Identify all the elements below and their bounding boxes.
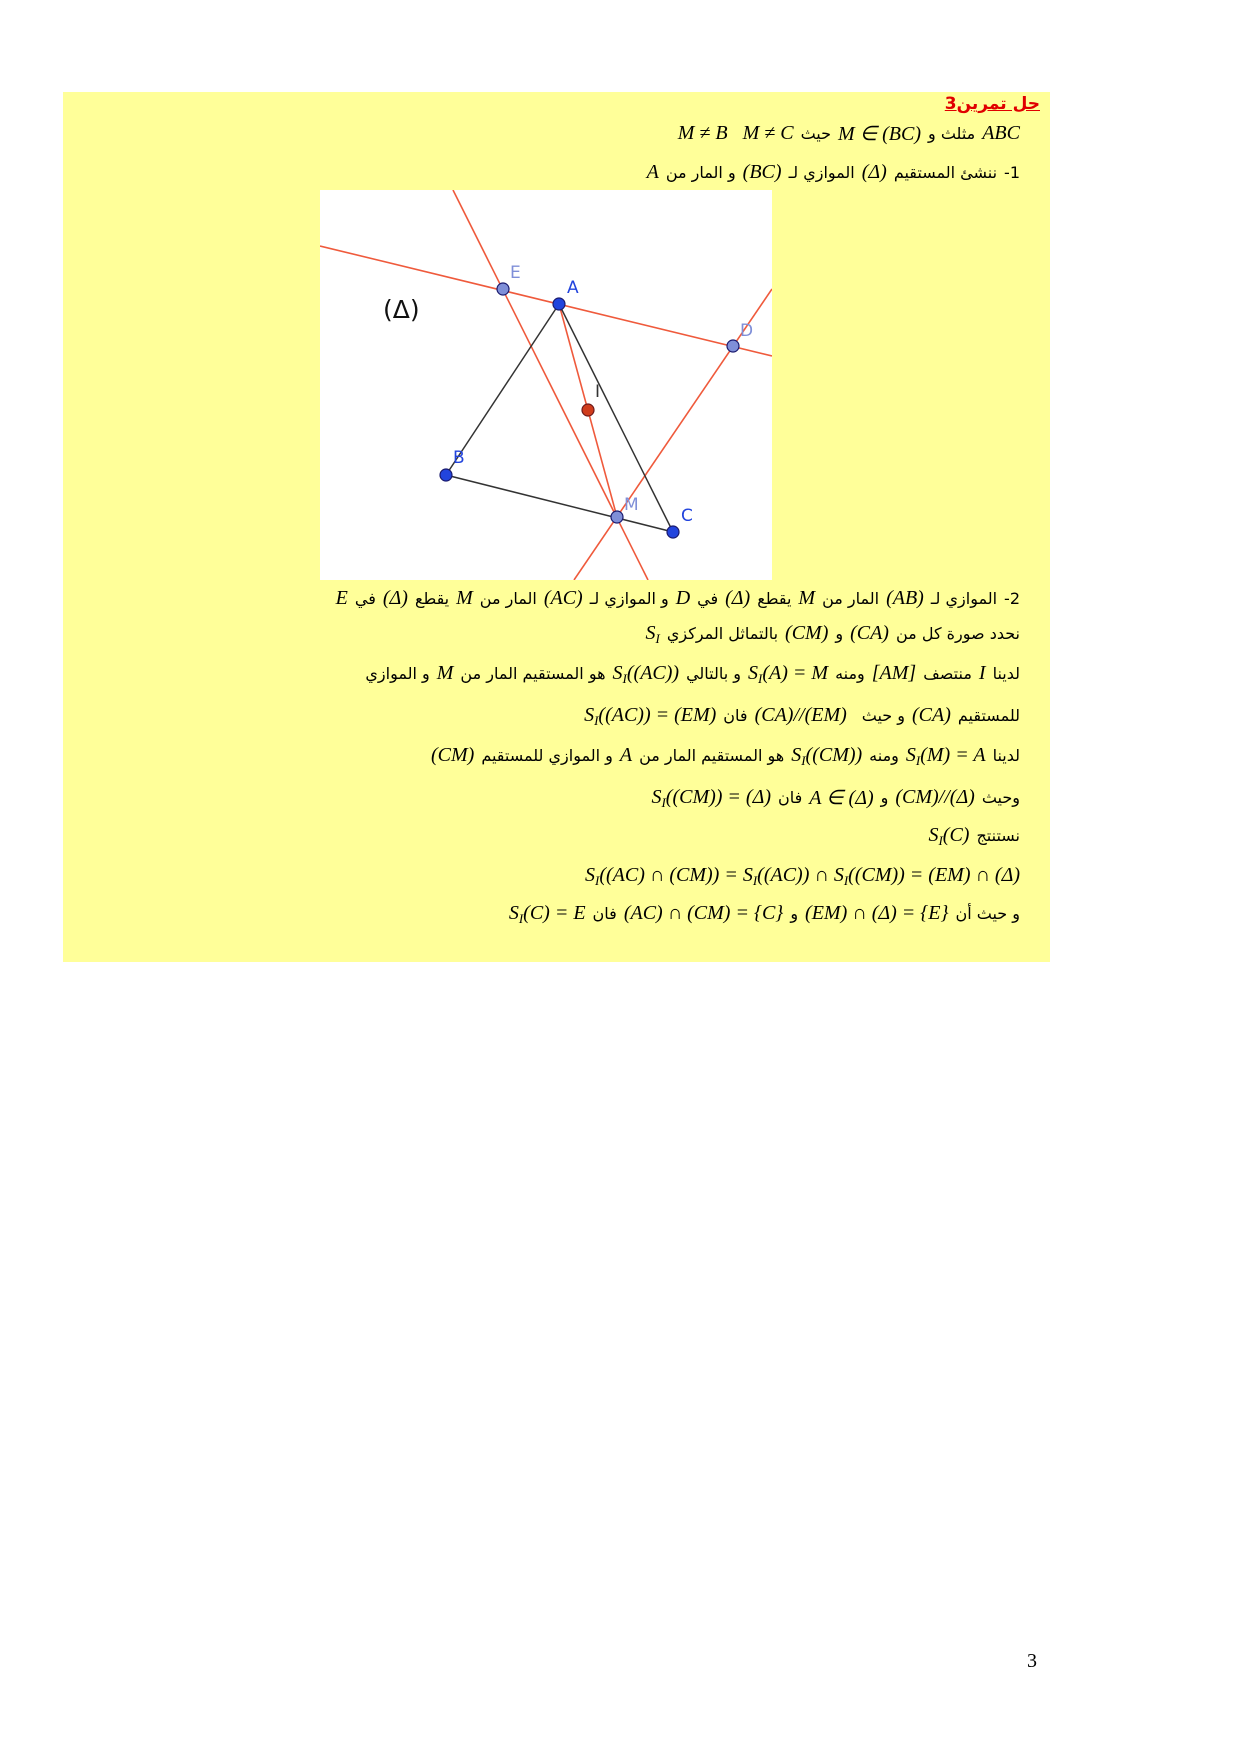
label-m: M xyxy=(624,495,639,515)
exercise-solution-box xyxy=(63,92,1050,962)
point-e xyxy=(497,283,509,295)
point-c xyxy=(667,526,679,538)
step-1-line xyxy=(647,157,1020,187)
subscript: I xyxy=(843,872,849,888)
math-expression: (CM) xyxy=(430,743,475,766)
solution-line xyxy=(431,740,1020,770)
solution-line xyxy=(365,658,1020,688)
math-expression: $S_I(M) = A$ xyxy=(905,743,986,768)
math-expression: M ∈ (BC) xyxy=(838,122,921,145)
text-segment: فان xyxy=(723,705,748,725)
math-expression: (BC) xyxy=(742,160,782,183)
math-expression: (Δ) xyxy=(725,586,751,609)
math-expression: E xyxy=(335,586,348,609)
math-expression: M ≠ C xyxy=(742,121,794,144)
math-expression: M xyxy=(456,586,473,609)
point-m xyxy=(611,511,623,523)
text-segment: يقطع xyxy=(757,588,792,608)
side-ac xyxy=(559,304,673,532)
geometry-figure xyxy=(320,190,772,580)
math-expression: (AC) xyxy=(543,586,583,609)
math-expression: M xyxy=(436,661,454,684)
text-segment: و بالتالي xyxy=(686,663,742,683)
math-expression: D xyxy=(675,586,691,609)
text-segment: حيث xyxy=(800,123,832,143)
point-d xyxy=(727,340,739,352)
math-expression: $S_I((AC))$ xyxy=(612,661,680,686)
math-expression: (AB) xyxy=(886,586,924,609)
page-number: 3 xyxy=(1027,1650,1037,1672)
text-segment: هو المستقيم المار من xyxy=(639,745,785,765)
math-expression: $S_I((AC)) = (EM)$ xyxy=(584,703,717,728)
math-expression: I xyxy=(978,661,986,684)
exercise-title: حل تمرين3 xyxy=(944,94,1040,114)
text-segment: نحدد صورة كل من xyxy=(895,623,1020,643)
label-b: B xyxy=(453,448,465,468)
text-segment: المار من xyxy=(479,588,537,608)
subscript: I xyxy=(752,872,758,888)
math-expression: M xyxy=(798,586,816,609)
math-expression: (AC) ∩ (CM) = {C} xyxy=(623,901,784,924)
text-segment: الموازي لـ xyxy=(788,162,855,182)
label-c: C xyxy=(681,506,693,526)
solution-line xyxy=(928,820,1020,850)
label-delta: (Δ) xyxy=(383,295,420,324)
text-segment: في xyxy=(354,588,376,608)
text-segment: و حيث xyxy=(861,705,906,725)
solution-line xyxy=(584,700,1020,730)
text-segment: مثلث و xyxy=(928,123,976,143)
math-expression: M ≠ B xyxy=(677,121,728,144)
subscript: I xyxy=(915,752,921,768)
subscript: I xyxy=(758,670,763,686)
text-segment: و الموازي لـ xyxy=(589,588,669,608)
math-expression: $S_I(A) = M$ xyxy=(748,661,829,686)
math-expression: (CM)//(Δ) xyxy=(895,785,975,808)
text-segment: و حيث أن xyxy=(955,903,1020,923)
subscript: I xyxy=(622,670,627,686)
math-expression: (CA)//(EM) xyxy=(754,703,847,726)
subscript: I xyxy=(595,872,600,888)
label-e: E xyxy=(510,263,521,283)
text-segment: لدينا xyxy=(992,745,1020,765)
text-segment: و xyxy=(835,623,844,643)
subscript: I xyxy=(801,752,806,768)
math-expression: (EM) ∩ (Δ) = {E} xyxy=(805,901,949,924)
math-expression: A ∈ (Δ) xyxy=(809,786,874,809)
solution-line xyxy=(646,618,1021,648)
text-segment: ننشئ المستقيم xyxy=(893,162,998,182)
text-segment: للمستقيم xyxy=(957,705,1020,725)
text-segment: وحيث xyxy=(981,787,1020,807)
math-expression: (CM) xyxy=(785,621,829,644)
text-segment: في xyxy=(697,588,719,608)
text-segment: و الموازي xyxy=(365,663,430,683)
subscript: I xyxy=(938,832,943,848)
solution-line xyxy=(651,782,1020,812)
text-segment: ومنه xyxy=(869,745,899,765)
label-i: I xyxy=(595,382,601,402)
subscript: I xyxy=(661,794,666,810)
text-segment: منتصف xyxy=(923,663,972,683)
conclusion-line xyxy=(509,898,1020,928)
step-number: 1- xyxy=(1004,162,1020,182)
point-a xyxy=(553,298,565,310)
math-expression: (Δ) xyxy=(382,586,408,609)
geometry-figure-svg xyxy=(320,190,772,580)
math-expression: (Δ) xyxy=(861,160,887,183)
math-expression: $S_I$ xyxy=(645,621,660,646)
text-segment: لدينا xyxy=(992,663,1020,683)
text-segment: المار من xyxy=(822,588,880,608)
text-segment: و الموازي للمستقيم xyxy=(481,745,613,765)
step-2-line xyxy=(336,583,1020,613)
point-b xyxy=(440,469,452,481)
text-segment: نستنتج xyxy=(976,825,1020,845)
text-segment: فان xyxy=(777,787,803,807)
math-expression: $S_I(C) = E$ xyxy=(508,901,586,926)
subscript: I xyxy=(518,910,524,926)
math-expression: $S_I(C)$ xyxy=(928,823,970,848)
text-segment: ومنه xyxy=(835,663,865,683)
text-segment: و xyxy=(790,903,799,923)
label-d: D xyxy=(740,321,754,341)
subscript: I xyxy=(655,630,660,646)
math-expression: (CA) xyxy=(912,703,951,726)
text-segment: و المار من xyxy=(665,162,736,182)
text-segment: و xyxy=(880,787,889,807)
solution-line xyxy=(585,860,1020,890)
text-segment: فان xyxy=(592,903,617,923)
math-expression: [AM] xyxy=(871,661,917,684)
math-expression: $S_I((AC)$ ∩ $(CM)) = S_I((AC))$ ∩ $S_I((CM)) = (EM)$ ∩ (Δ) xyxy=(585,863,1020,888)
label-a: A xyxy=(567,278,579,298)
math-expression: $S_I((CM))$ xyxy=(791,743,863,768)
statement-line xyxy=(670,118,1020,148)
math-expression: A xyxy=(646,160,659,183)
math-expression: $S_I((CM)) = (\Delta)$ xyxy=(651,785,771,810)
math-expression: A xyxy=(619,743,633,766)
point-i xyxy=(582,404,594,416)
text-segment: بالتماثل المركزي xyxy=(666,623,779,643)
text-segment: الموازي لـ xyxy=(930,588,998,608)
math-expression: (CA) xyxy=(850,621,889,644)
step-number: 2- xyxy=(1004,588,1020,608)
text-segment: هو المستقيم المار من xyxy=(460,663,606,683)
subscript: I xyxy=(594,712,599,728)
math-expression: ABC xyxy=(982,121,1020,144)
text-segment: يقطع xyxy=(414,588,450,608)
